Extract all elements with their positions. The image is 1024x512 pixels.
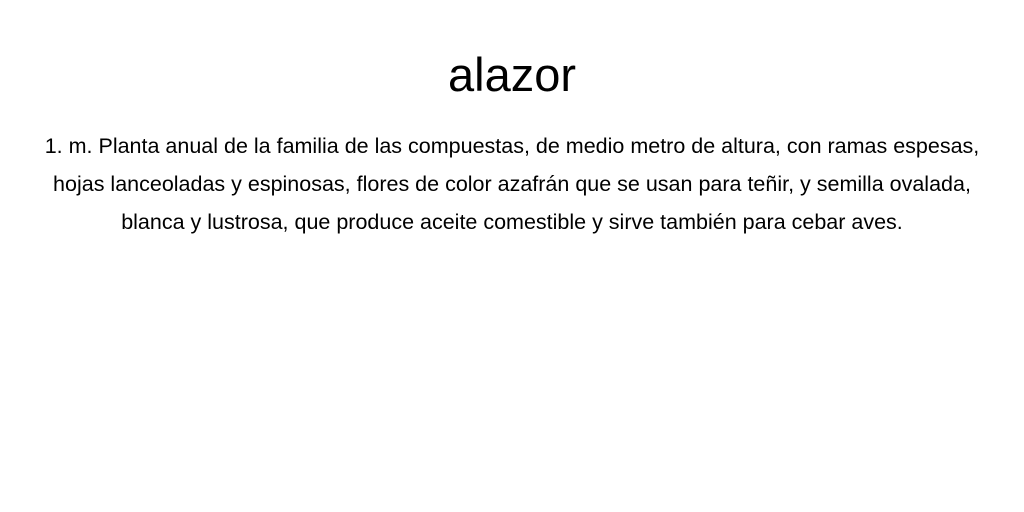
entry-definition: 1. m. Planta anual de la familia de las compuestas, de medio metro de altura, con ramas espesas, hojas lanceoladas y espinosas, flores de color azafrán que se usan para teñir, y semilla ovalada, blanca y lustrosa, que produce aceite comestible y sirve también para cebar aves. <box>44 134 980 234</box>
entry-word: alazor <box>447 48 576 101</box>
